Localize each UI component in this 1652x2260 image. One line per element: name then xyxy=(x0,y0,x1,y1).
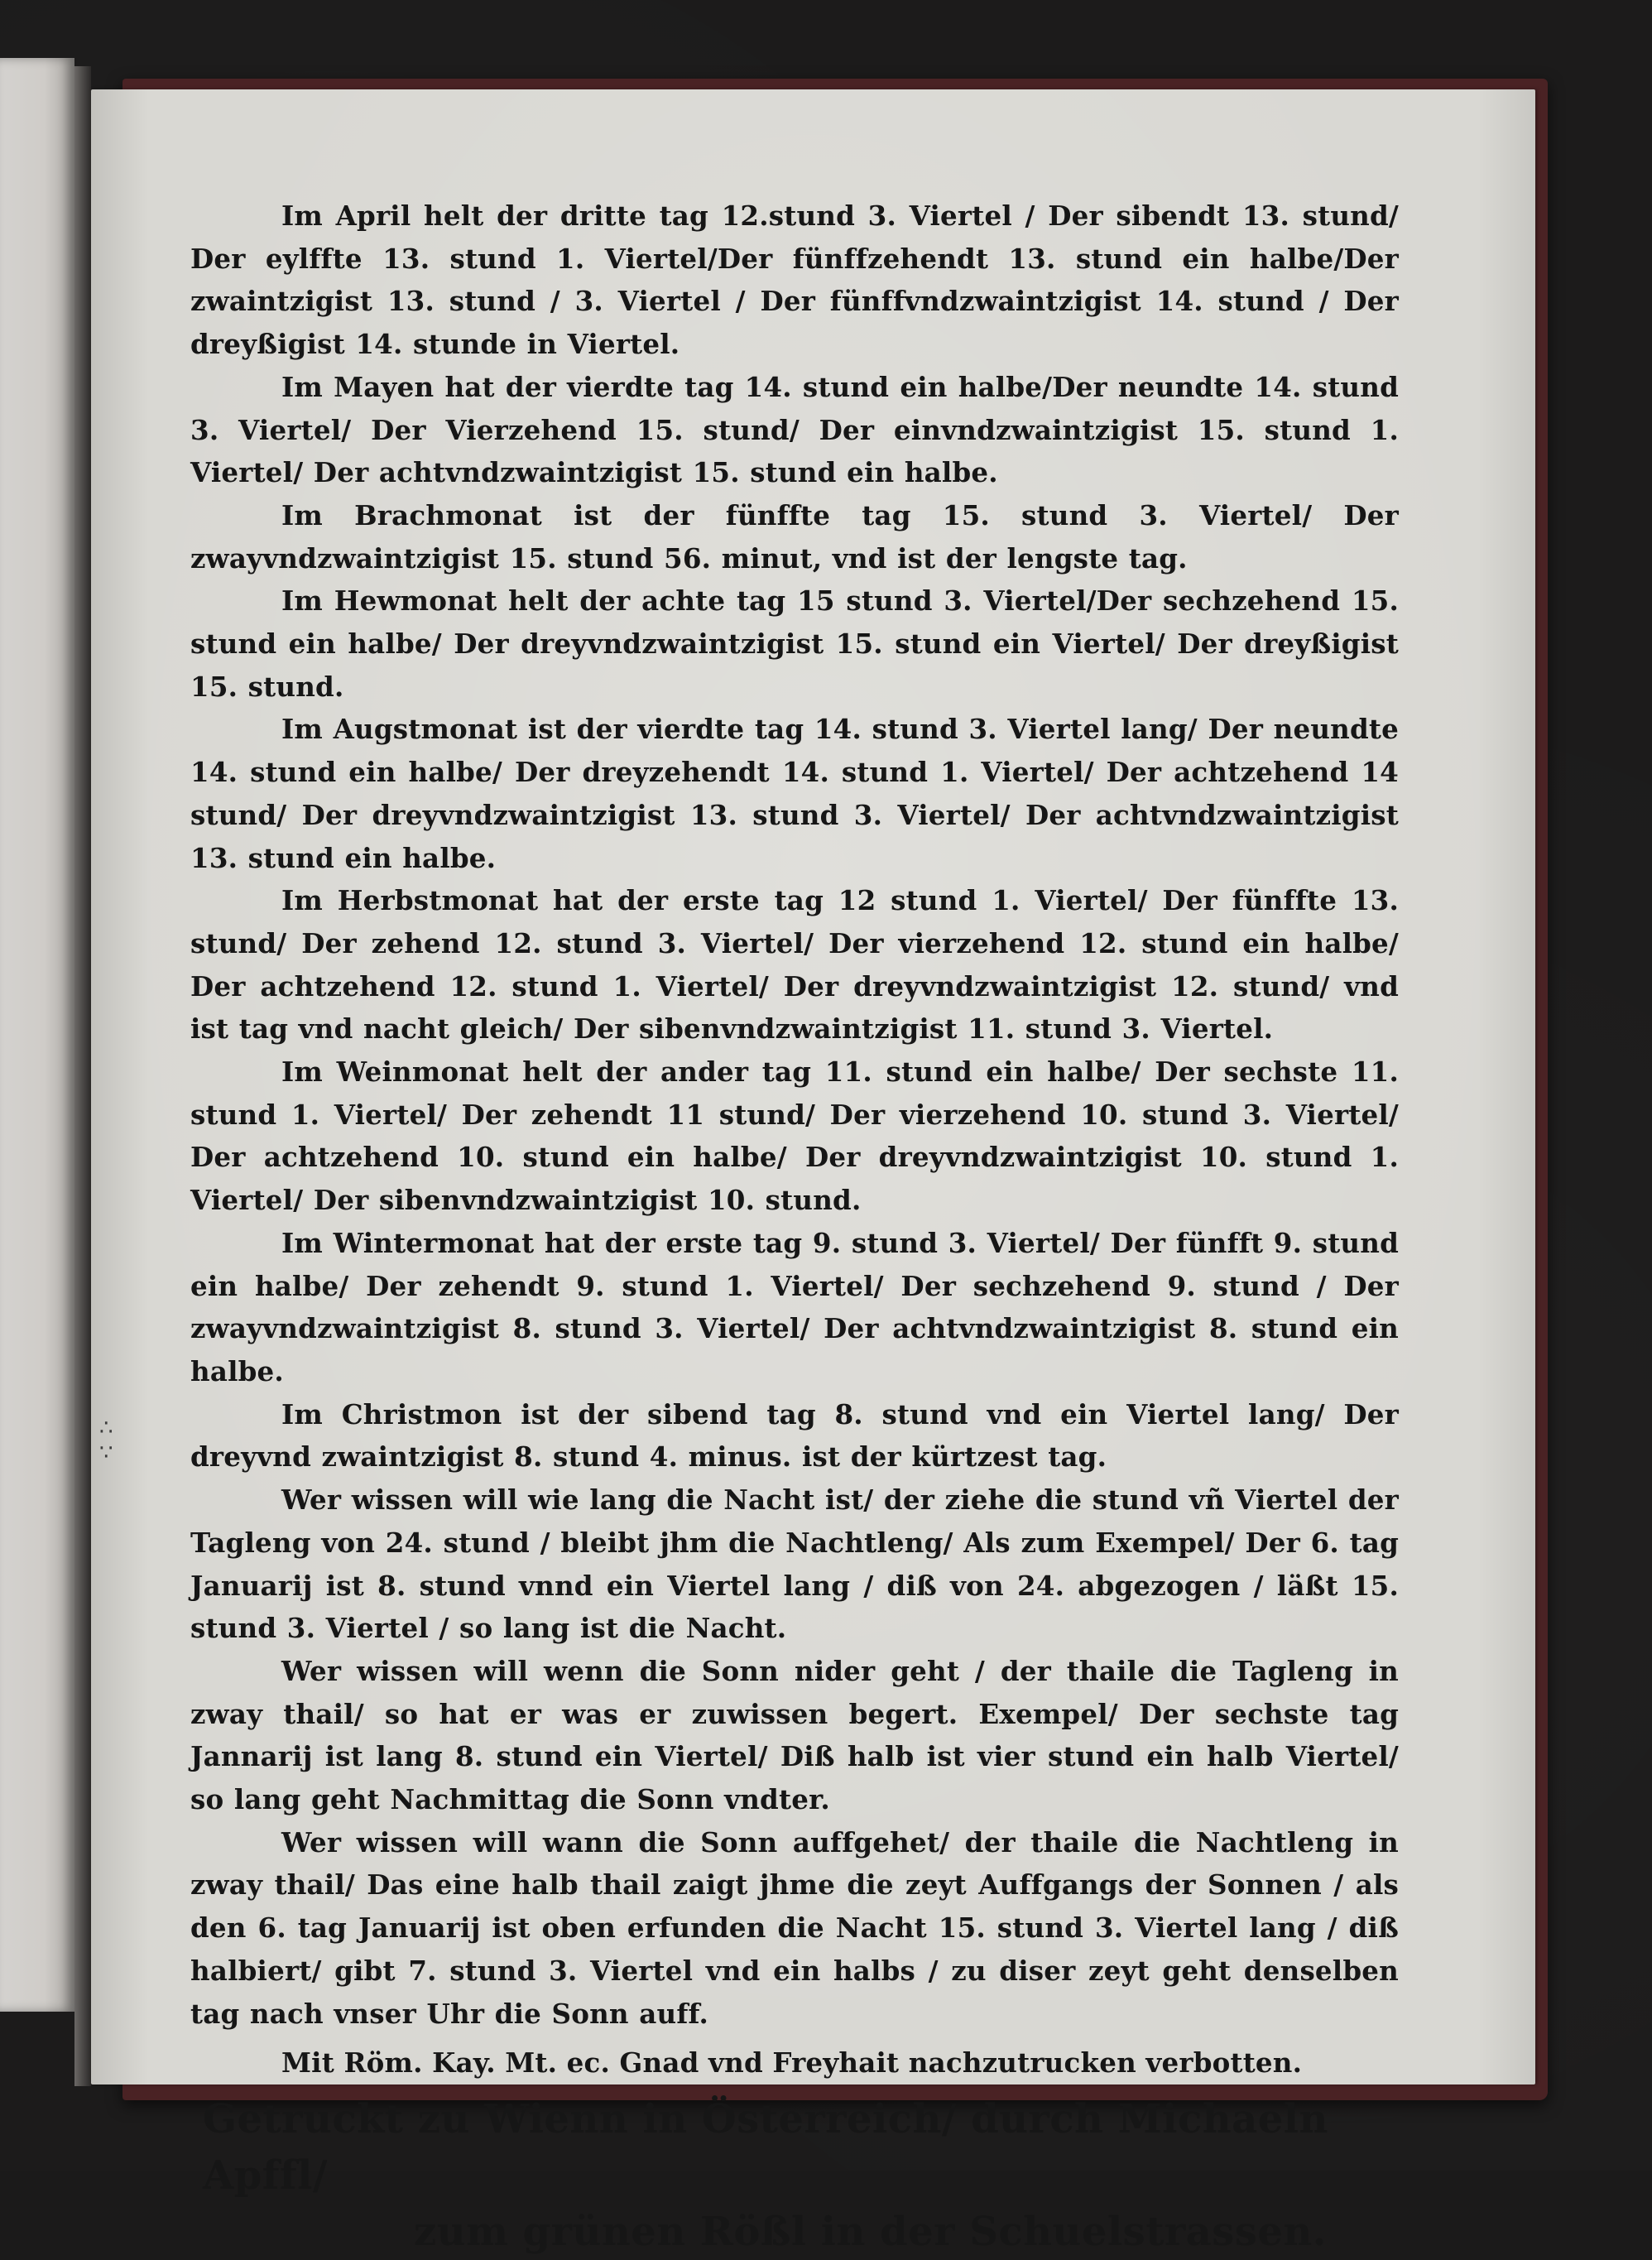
book-gutter xyxy=(74,66,91,2086)
paragraph-sunset: Wer wissen will wenn die Sonn nider geht / der thaile die Tagleng in zway thail/ so hat er was er zuwissen begert. Exempel/ Der sechste tag Jannarij ist lang 8. stund ein Viertel/ Diß halb ist vier stund ein halb Viertel/ so lang geht Nachmittag die Sonn vndter. xyxy=(190,1654,1399,1816)
imprint-line-2: zum grünen Rößl in der Schuelstrassen. xyxy=(414,2209,1327,2256)
paragraph-sunrise: Wer wissen will wann die Sonn auffgehet/ der thaile die Nachtleng in zway thail/ Das eine halb thail zaigt jhme die zeyt Auffgangs der Sonnen / als den 6. tag Januarij ist oben erfunden die Nacht 15. stund 3. Viertel lang / diß halbiert/ gibt 7. stund 3. Viertel vnd ein halbs / zu diser zeyt geht denselben tag nach vnser Uhr die Sonn auff. xyxy=(190,1825,1399,2030)
paragraph-june: Im Brachmonat ist der fünffte tag 15. stund 3. Viertel/ Der zwayvndzwaintzigist 15. stund 56. minut, vnd ist der lengste tag. xyxy=(190,498,1399,575)
margin-specks: ∴ ∵ xyxy=(99,1416,113,1465)
paragraph-may: Im Mayen hat der vierdte tag 14. stund ein halbe/Der neundte 14. stund 3. Viertel/ Der Vierzehend 15. stund/ Der einvndzwaintzigist 15. stund 1. Viertel/ Der achtvndzwaintzigist 15. stund ein halbe. xyxy=(190,370,1399,489)
paragraph-august: Im Augstmonat ist der vierdte tag 14. stund 3. Viertel lang/ Der neundte 14. stund ein halbe/ Der dreyzehendt 14. stund 1. Viertel/ Der achtzehend 14 stund/ Der dreyvndzwaintzigist 13. stund 3. Viertel/ Der achtvndzwaintzigist 13. stund ein halbe. xyxy=(190,713,1399,874)
paragraph-november: Im Wintermonat hat der erste tag 9. stund 3. Viertel/ Der fünfft 9. stund ein halbe/ Der zehendt 9. stund 1. Viertel/ Der sechzehend 9. stund / Der zwayvndzwaintzigist 8. stund 3. Viertel/ Der achtvndzwaintzigist 8. stund ein halbe. xyxy=(190,1226,1399,1387)
left-facing-page-edge xyxy=(0,58,74,2012)
privilege-notice: Mit Röm. Kay. Mt. ec. Gnad vnd Freyhait nachzutrucken verbotten. xyxy=(281,2046,1303,2080)
printer-imprint xyxy=(190,2091,1399,2260)
paragraph-october: Im Weinmonat helt der ander tag 11. stund ein halbe/ Der sechste 11. stund 1. Viertel/ Der zehendt 11 stund/ Der vierzehend 10. stund 3. Viertel/ Der achtzehend 10. stund ein halbe/ Der dreyvndzwaintzigist 10. stund 1. Viertel/ Der sibenvndzwaintzigist 10. stund. xyxy=(190,1055,1399,1217)
paragraph-july: Im Hewmonat helt der achte tag 15 stund 3. Viertel/Der sechzehend 15. stund ein halbe/ Der dreyvndzwaintzigist 15. stund ein Viertel/ Der dreyßigist 15. stund. xyxy=(190,584,1399,703)
paragraph-night-length: Wer wissen will wie lang die Nacht ist/ der ziehe die stund vñ Viertel der Tagleng von 24. stund / bleibt jhm die Nachtleng/ Als zum Exempel/ Der 6. tag Januarij ist 8. stund vnnd ein Viertel lang / diß von 24. abgezogen / läßt 15. stund 3. Viertel / so lang ist die Nacht. xyxy=(190,1483,1399,1645)
imprint-line-1: Getruckt zu Wienn in Österreich/ durch Michaeln Apffl/ xyxy=(203,2096,1328,2200)
paragraph-april: Im April helt der dritte tag 12.stund 3. Viertel / Der sibendt 13. stund/ Der eylffte 13. stund 1. Viertel/Der fünffzehendt 13. stund ein halbe/Der zwaintzigist 13. stund / 3. Viertel / Der fünffvndzwaintzigist 14. stund / Der dreyßigist 14. stunde in Viertel. xyxy=(190,200,1399,361)
paragraph-september: Im Herbstmonat hat der erste tag 12 stund 1. Viertel/ Der fünffte 13. stund/ Der zehend 12. stund 3. Viertel/ Der vierzehend 12. stund ein halbe/ Der achtzehend 12. stund 1. Viertel/ Der dreyvndzwaintzigist 12. stund/ vnd ist tag vnd nacht gleich/ Der sibenvndzwaintzigist 11. stund 3. Viertel. xyxy=(190,884,1399,1046)
paragraph-december: Im Christmon ist der sibend tag 8. stund vnd ein Viertel lang/ Der dreyvnd zwaintzigist 8. stund 4. minus. ist der kürtzest tag. xyxy=(190,1397,1399,1474)
text-block xyxy=(190,195,1399,2260)
